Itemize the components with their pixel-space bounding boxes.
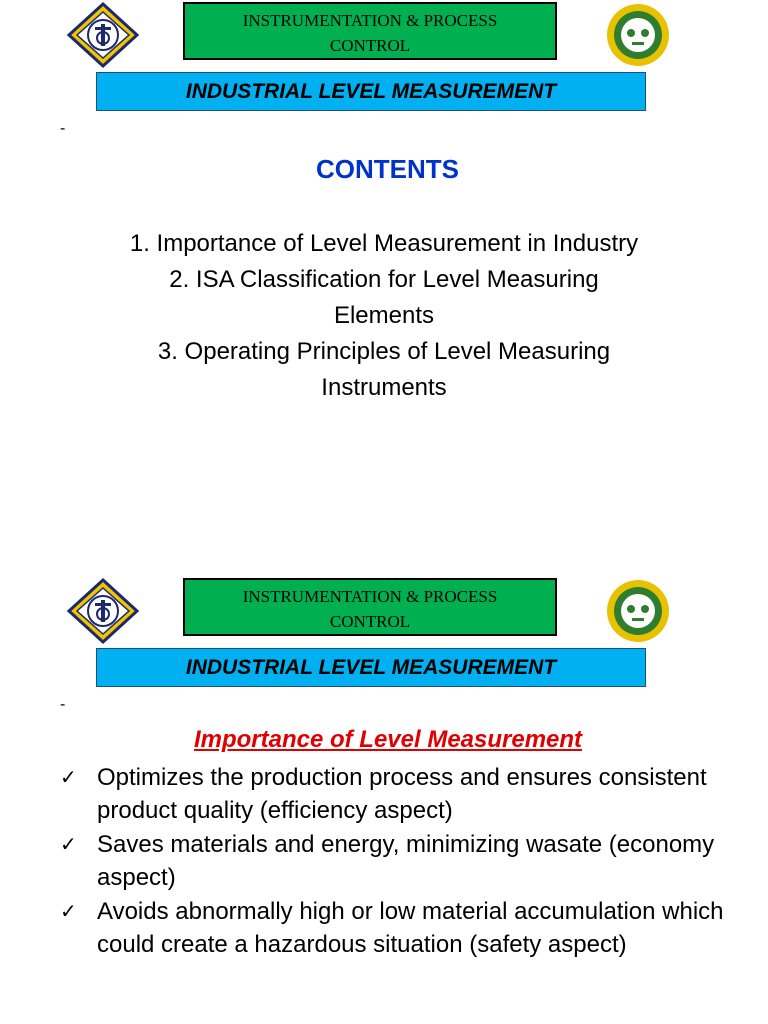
dash-marker: - [60,696,66,713]
university-seal-icon [67,2,139,68]
course-title-box [183,2,557,60]
list-item [60,828,760,894]
bullet-text: Saves materials and energy, minimizing wasate (economy aspect) [97,831,715,891]
course-title-line1: INSTRUMENTATION & PROCESS [242,11,498,30]
course-title-line1: INSTRUMENTATION & PROCESS [242,587,498,606]
slide-importance [0,576,768,1024]
checkmark-icon: ✓ [60,899,77,923]
contents-item: 3. Operating Principles of Level Measuring [157,338,611,365]
university-seal-icon [67,578,139,644]
golden-gate-colleges-seal-icon [602,2,674,68]
checkmark-icon: ✓ [60,832,77,856]
topic-banner: INDUSTRIAL LEVEL MEASUREMENT [96,72,646,111]
contents-list [0,226,768,406]
checkmark-icon: ✓ [60,765,77,789]
contents-item: 1. Importance of Level Measurement in Industry [129,230,639,257]
importance-heading: Importance of Level Measurement [193,726,583,753]
topic-banner: INDUSTRIAL LEVEL MEASUREMENT [96,648,646,687]
list-item [60,761,760,827]
bullet-text: Optimizes the production process and ensures consistent product quality (efficiency aspect) [97,764,707,824]
importance-list [60,761,760,962]
contents-item: 2. ISA Classification for Level Measuring [169,266,599,293]
contents-heading: CONTENTS [316,154,459,184]
list-item [60,895,760,961]
course-title-box [183,578,557,636]
golden-gate-colleges-seal-icon [602,578,674,644]
contents-item: Instruments [321,374,447,401]
contents-item: Elements [333,302,435,329]
bullet-text: Avoids abnormally high or low material accumulation which could create a hazardous situation (safety aspect) [97,898,724,958]
dash-marker: - [60,120,66,137]
course-title-line2: CONTROL [329,612,411,631]
course-title-line2: CONTROL [329,36,411,55]
